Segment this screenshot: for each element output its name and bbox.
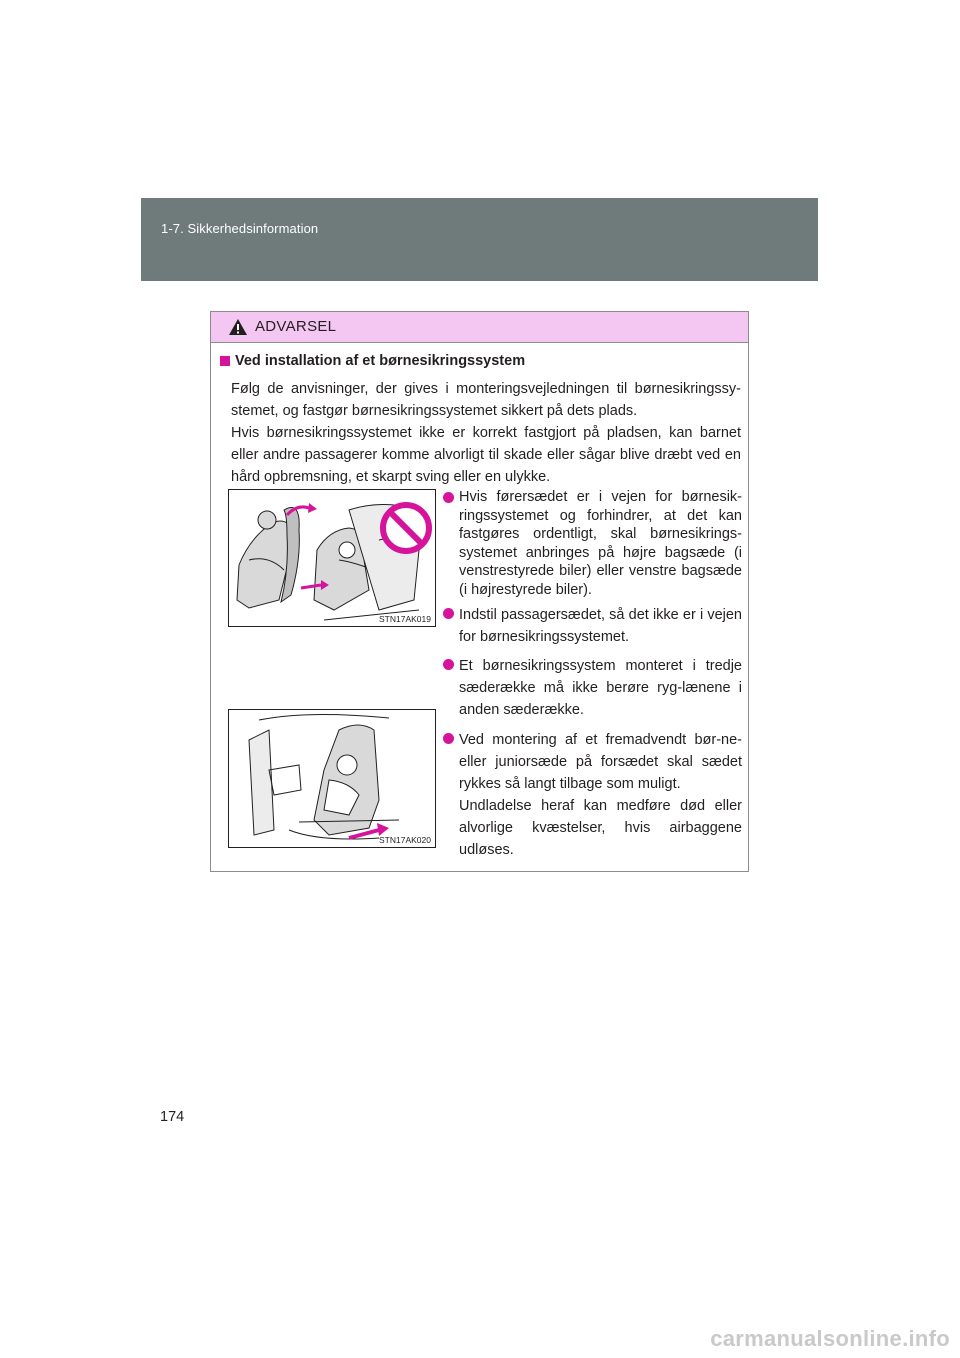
bullet-text: Et børnesikringssystem monteret i tredje sæderække må ikke berøre ryg-lænene i anden sæderække. [459, 658, 742, 718]
warning-label: ADVARSEL [255, 318, 337, 335]
bullet-item [443, 488, 742, 599]
bullet-list [443, 488, 742, 861]
warning-triangle-icon [228, 318, 248, 336]
warning-intro [220, 378, 741, 488]
round-bullet-icon [443, 659, 454, 670]
page-number: 174 [160, 1109, 185, 1125]
warning-heading-text: Ved installation af et børnesikringssystem [235, 353, 526, 369]
intro-paragraph: Hvis børnesikringssystemet ikke er korrekt fastgjort på pladsen, kan barnet eller andre passagerer komme alvorligt til skade eller sågar blive dræbt ved en hård opbremsning, et skarpt sving eller en ulykke. [231, 425, 741, 485]
section-title: 1-7. Sikkerhedsinformation [161, 221, 319, 236]
warning-box [210, 311, 749, 872]
bullet-item [443, 655, 742, 721]
illustration-front-seat-child [228, 709, 436, 848]
round-bullet-icon [443, 492, 454, 503]
warning-heading [220, 353, 525, 369]
round-bullet-icon [443, 608, 454, 619]
square-bullet-icon [220, 356, 230, 366]
bullet-item [443, 729, 742, 861]
bullet-text: Hvis førersædet er i vejen for børnesik-ringssystemet og forhindrer, at det kan fastgøres ordentligt, skal børnesikrings-systemet anbringes på højre bagsæde (i venstrestyrede biler) eller venstre bagsæde (i højrestyrede biler). [459, 489, 742, 598]
figure-code: STN17AK019 [379, 614, 431, 624]
bullet-item [443, 604, 742, 648]
figure-code: STN17AK020 [379, 835, 431, 845]
bullet-extra-text: Undladelse heraf kan medføre død eller alvorlige kvæstelser, hvis airbaggene udløses. [459, 798, 742, 858]
seat-illustration-1 [229, 490, 435, 626]
intro-paragraph: Følg de anvisninger, der gives i monteringsvejledningen til børnesikringssy-stemet, og fastgør børnesikringssystemet sikkert på dets plads. [231, 381, 741, 419]
bullet-text: Ved montering af et fremadvendt bør-ne- eller juniorsæde på forsædet skal sædet rykkes så langt tilbage som muligt. [459, 732, 742, 792]
section-header-band [141, 198, 818, 281]
warning-header [211, 312, 748, 343]
round-bullet-icon [443, 733, 454, 744]
prohibited-icon [383, 505, 429, 551]
bullet-text: Indstil passagersædet, så det ikke er i vejen for børnesikringssystemet. [459, 607, 742, 645]
illustration-seat-interference [228, 489, 436, 627]
seat-illustration-2 [229, 710, 435, 847]
watermark: carmanualsonline.info [710, 1326, 950, 1351]
